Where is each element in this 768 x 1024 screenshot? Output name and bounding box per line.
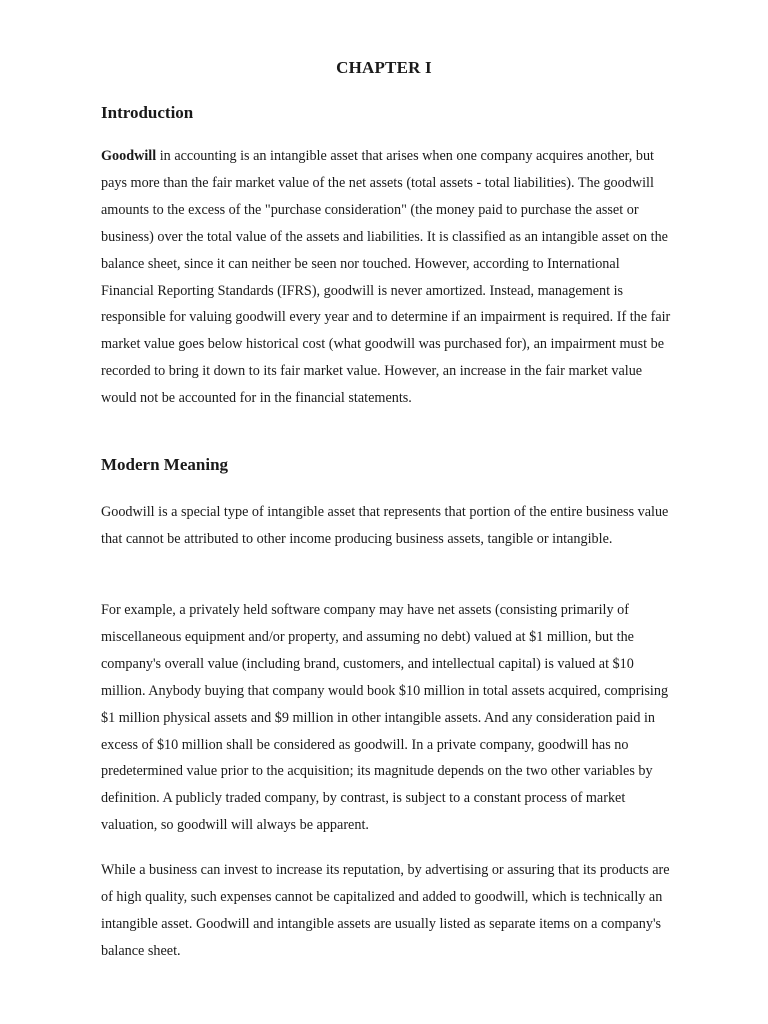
modern-meaning-paragraph-3: While a business can invest to increase its reputation, by advertising or assuring that its products are of high quality, such expenses cannot be capitalized and added to goodwill, which is technically an intangible asset. Goodwill and intangible assets are usually listed as separate items on a company's balance sheet. — [101, 862, 670, 959]
section-heading-introduction: Introduction — [101, 103, 194, 122]
introduction-paragraph — [101, 143, 673, 412]
introduction-paragraph-text: in accounting is an intangible asset that arises when one company acquires another, but pays more than the fair market value of the net assets (total assets - total liabilities). The goodwill amounts to the excess of the "purchase consideration" (the money paid to purchase the asset or business) over the total value of the assets and liabilities. It is classified as an intangible asset on the balance sheet, since it can neither be seen nor touched. However, according to International Financial Reporting Standards (IFRS), goodwill is never amortized. Instead, management is responsible for valuing goodwill every year and to determine if an impairment is required. If the fair market value goes below historical cost (what goodwill was purchased for), an impairment must be recorded to bring it down to its fair market value. However, an increase in the fair market value would not be accounted for in the financial statements. — [101, 148, 671, 407]
goodwill-term: Goodwill — [101, 148, 157, 164]
modern-meaning-paragraph-1: Goodwill is a special type of intangible asset that represents that portion of the entire business value that cannot be attributed to other income producing business assets, tangible or intangible. — [101, 504, 669, 547]
section-heading-modern-meaning: Modern Meaning — [101, 455, 229, 474]
modern-meaning-paragraph-2: For example, a privately held software company may have net assets (consisting primarily of miscellaneous equipment and/or property, and assuming no debt) valued at $1 million, but the company's overall value (including brand, customers, and intellectual capital) is valued at $10 million. Anybody buying that company would book $10 million in total assets acquired, comprising $1 million physical assets and $9 million in other intangible assets. And any consideration paid in excess of $10 million shall be considered as goodwill. In a private company, goodwill has no predetermined value prior to the acquisition; its magnitude depends on the two other variables by definition. A publicly traded company, by contrast, is subject to a constant process of market valuation, so goodwill will always be apparent. — [101, 602, 669, 834]
chapter-title: CHAPTER I — [336, 58, 432, 77]
